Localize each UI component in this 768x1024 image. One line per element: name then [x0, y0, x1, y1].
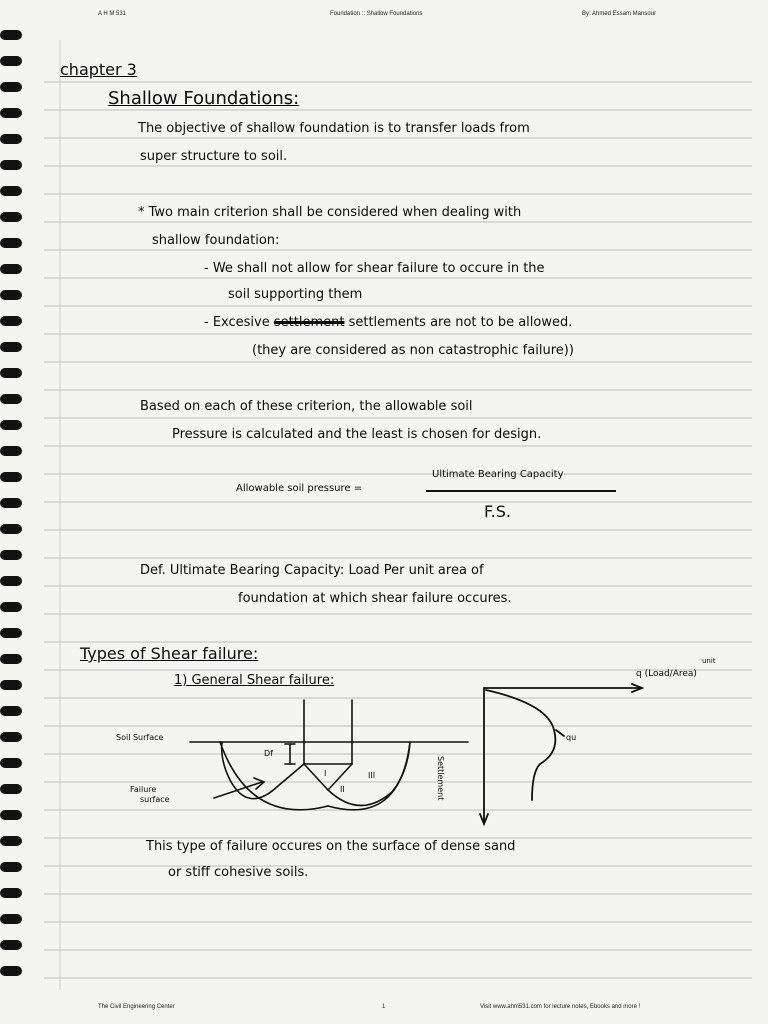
zone-two-label: II	[340, 785, 345, 794]
bullet-2-line-2: (they are considered as non catastrophic failure))	[252, 343, 574, 358]
zone-three-label: III	[368, 771, 376, 780]
zone-one-label: I	[324, 769, 327, 778]
bullet-2-prefix: - Excesive	[204, 315, 270, 330]
types-title: Types of Shear failure:	[80, 644, 259, 663]
formula-numerator: Ultimate Bearing Capacity	[432, 469, 564, 480]
qu-label: qu	[566, 733, 577, 742]
bullet-2-suffix: settlements are not to be allowed.	[348, 315, 573, 330]
qu-pointer	[556, 730, 564, 736]
soil-surface-label: Soil Surface	[116, 733, 164, 742]
footer-page-number: 1	[382, 1004, 386, 1010]
header-right: By: Ahmed Essam Mansour	[582, 11, 657, 17]
formula-denominator: F.S.	[484, 502, 511, 521]
load-settlement-curve	[486, 690, 555, 800]
conclusion-line-1: This type of failure occures on the surface of dense sand	[146, 839, 516, 854]
struck-word: settlement	[273, 315, 345, 330]
type-1-label: 1) General Shear failure:	[174, 673, 335, 688]
q-axis-label: q (Load/Area)	[636, 669, 697, 679]
failure-label-2: surface	[140, 795, 170, 804]
formula-lhs: Allowable soil pressure =	[236, 483, 363, 494]
settlement-label: Settlement	[436, 756, 445, 801]
bullet-1-line-2: soil supporting them	[228, 287, 363, 302]
definition-line-1: Def. Ultimate Bearing Capacity: Load Per unit area of	[140, 563, 484, 578]
failure-label-1: Failure	[130, 785, 157, 794]
objective-line-2: super structure to soil.	[140, 149, 288, 164]
df-label: Df	[264, 749, 273, 758]
criterion-line-1: * Two main criterion shall be considered when dealing with	[138, 205, 522, 220]
wedge-zone-one	[304, 764, 352, 790]
footer-right: Visit www.ahm531.com for lecture notes, Ebooks and more !	[480, 1004, 641, 1010]
criterion-line-2: shallow foundation:	[152, 233, 280, 248]
based-line-1: Based on each of these criterion, the allowable soil	[140, 399, 473, 414]
bullet-1-line-1: - We shall not allow for shear failure to occure in the	[204, 261, 545, 276]
page-title: Shallow Foundations:	[108, 88, 300, 109]
header-left: A H M 531	[98, 11, 127, 17]
failure-boundary-left	[220, 742, 328, 810]
header-center: Foundation :: Shallow Foundations	[330, 11, 423, 17]
objective-line-1: The objective of shallow foundation is to transfer loads from	[138, 121, 530, 136]
based-line-2: Pressure is calculated and the least is chosen for design.	[172, 427, 542, 442]
chapter-label: chapter 3	[60, 60, 137, 79]
definition-line-2: foundation at which shear failure occures.	[238, 591, 512, 606]
q-unit-label: unit	[702, 657, 716, 665]
conclusion-line-2: or stiff cohesive soils.	[168, 865, 309, 880]
footer-left: The Civil Engineering Center	[98, 1004, 175, 1010]
